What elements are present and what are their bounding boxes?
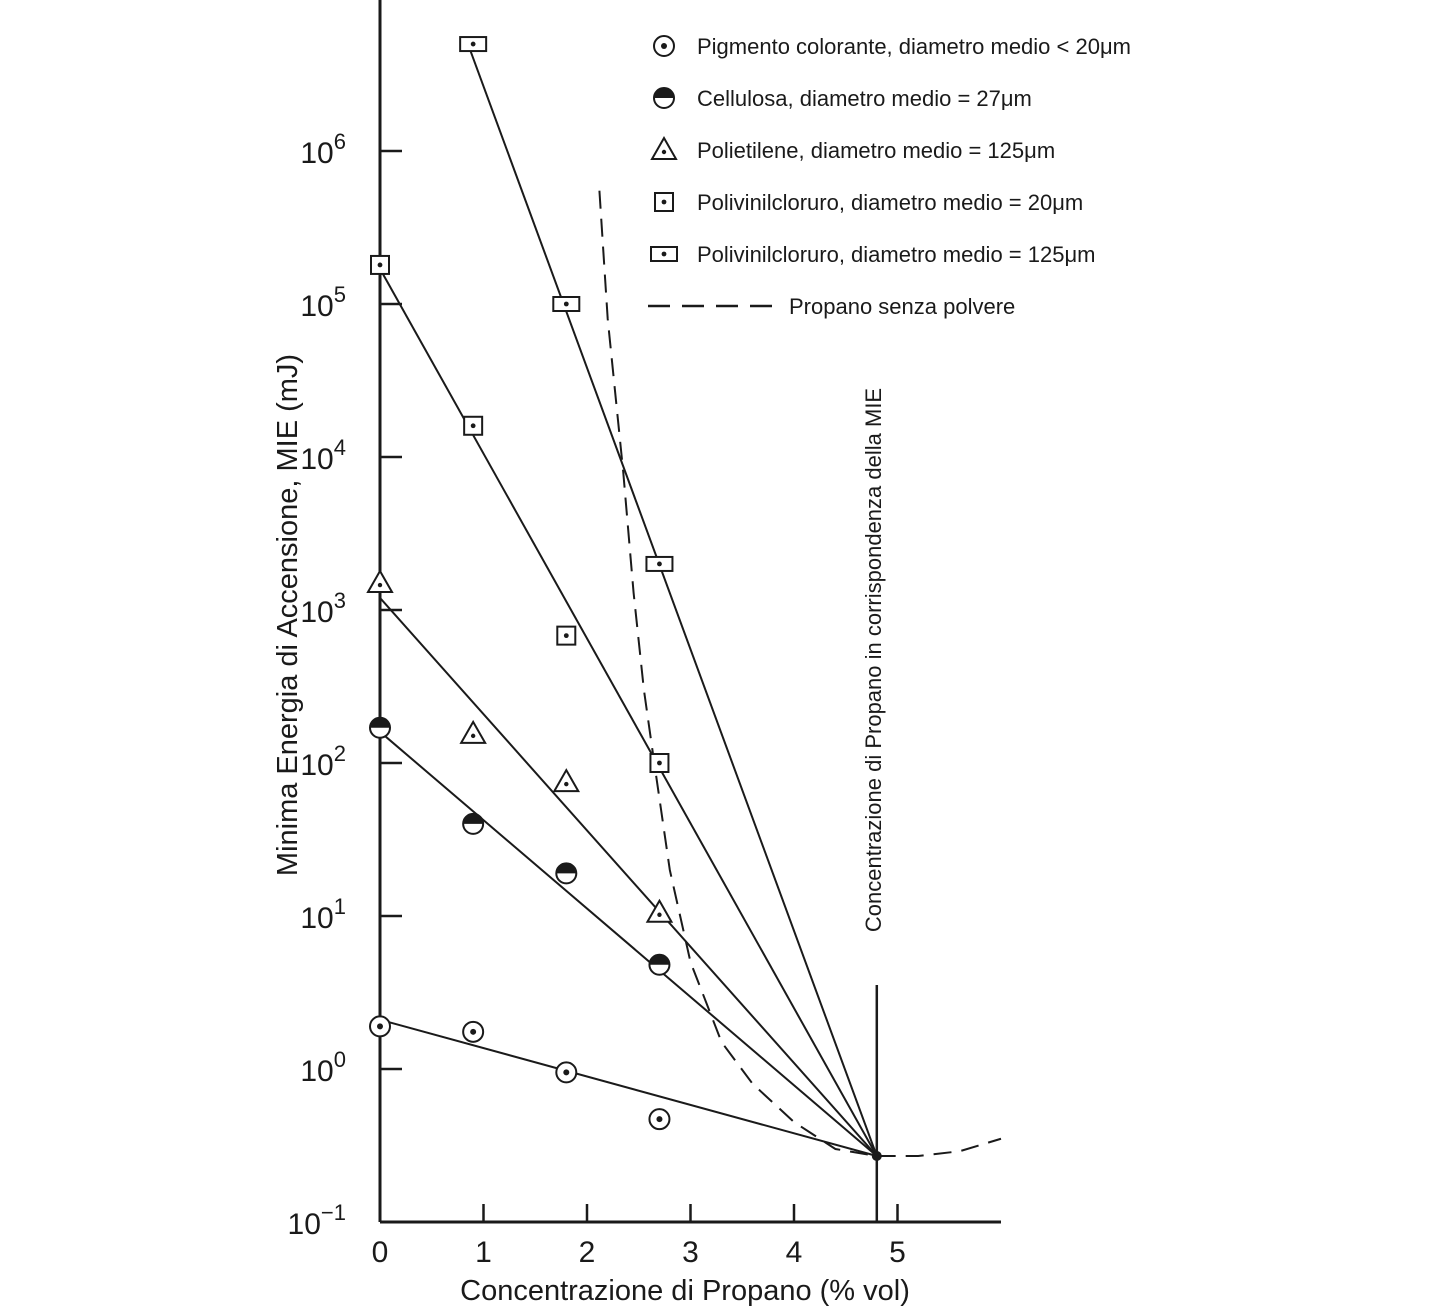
legend-label: Pigmento colorante, diametro medio < 20μm bbox=[697, 34, 1131, 59]
legend-item bbox=[648, 294, 1015, 319]
legend-swatch bbox=[655, 193, 673, 211]
marker-fill-half bbox=[654, 88, 674, 98]
data-point bbox=[461, 722, 485, 743]
marker-center-dot bbox=[378, 583, 382, 587]
y-axis-title: Minima Energia di Accensione, MIE (mJ) bbox=[272, 353, 304, 877]
data-point bbox=[463, 814, 483, 834]
legend-item bbox=[652, 138, 1055, 163]
x-tick-label: 0 bbox=[371, 1236, 389, 1269]
mie-point bbox=[872, 1151, 882, 1161]
data-point bbox=[464, 417, 482, 435]
legend-swatch bbox=[654, 88, 674, 108]
x-tick-label: 1 bbox=[475, 1236, 492, 1269]
fit-line bbox=[380, 1020, 877, 1156]
marker-center-dot bbox=[471, 42, 476, 47]
marker-outline bbox=[554, 770, 578, 791]
y-tick-label: $10^5$ bbox=[300, 282, 346, 323]
marker-fill-half bbox=[463, 814, 483, 824]
marker-fill-half bbox=[649, 955, 669, 965]
marker-center-dot bbox=[661, 43, 667, 49]
marker-outline bbox=[652, 138, 676, 159]
marker-center-dot bbox=[471, 423, 476, 428]
data-point bbox=[647, 901, 671, 922]
data-point bbox=[368, 571, 392, 592]
data-point bbox=[556, 863, 576, 883]
marker-fill-half bbox=[556, 863, 576, 873]
y-tick-label: $10^{-1}$ bbox=[287, 1200, 346, 1241]
legend-item bbox=[655, 190, 1083, 215]
legend-label: Polivinilcloruro, diametro medio = 20μm bbox=[697, 190, 1084, 215]
fit-line bbox=[380, 269, 877, 1156]
marker-outline bbox=[647, 901, 671, 922]
data-point bbox=[649, 1109, 669, 1129]
marker-center-dot bbox=[662, 252, 667, 257]
data-point bbox=[650, 754, 668, 772]
legend-label: Polietilene, diametro medio = 125μm bbox=[697, 138, 1056, 163]
data-point bbox=[556, 1062, 576, 1082]
marker-center-dot bbox=[564, 782, 568, 786]
legend-swatch bbox=[651, 247, 677, 261]
data-point bbox=[557, 627, 575, 645]
marker-outline bbox=[461, 722, 485, 743]
legend-swatch bbox=[654, 36, 674, 56]
data-point bbox=[553, 297, 579, 311]
legend-label: Cellulosa, diametro medio = 27μm bbox=[697, 86, 1032, 111]
y-tick-label: $10^1$ bbox=[300, 894, 346, 935]
data-point bbox=[554, 770, 578, 791]
marker-center-dot bbox=[657, 913, 661, 917]
x-tick-label: 2 bbox=[578, 1236, 596, 1269]
legend-item bbox=[654, 34, 1131, 59]
mie-annotation: Concentrazione di Propano in corrispondenza della MIE bbox=[861, 387, 886, 933]
marker-center-dot bbox=[662, 200, 667, 205]
marker-center-dot bbox=[377, 1023, 383, 1029]
data-point bbox=[646, 557, 672, 571]
marker-center-dot bbox=[563, 1069, 569, 1075]
legend-swatch bbox=[652, 138, 676, 159]
marker-fill-half bbox=[370, 718, 390, 728]
marker-center-dot bbox=[564, 633, 569, 638]
marker-center-dot bbox=[378, 263, 383, 268]
data-point bbox=[463, 1022, 483, 1042]
propane-curve-layer bbox=[599, 191, 1001, 1156]
fit-line bbox=[380, 732, 877, 1156]
legend-item bbox=[651, 242, 1095, 267]
data-point bbox=[460, 37, 486, 51]
y-tick-label: $10^2$ bbox=[300, 741, 346, 782]
data-point bbox=[370, 718, 390, 738]
marker-center-dot bbox=[657, 761, 662, 766]
y-tick-label: $10^6$ bbox=[300, 129, 346, 170]
y-tick-label: $10^0$ bbox=[300, 1047, 346, 1088]
marker-center-dot bbox=[662, 150, 666, 154]
marker-center-dot bbox=[656, 1116, 662, 1122]
y-tick-label: $10^3$ bbox=[300, 588, 346, 629]
marker-center-dot bbox=[471, 734, 475, 738]
legend-label: Propano senza polvere bbox=[789, 294, 1016, 319]
marker-outline bbox=[368, 571, 392, 592]
x-tick-label: 4 bbox=[785, 1236, 803, 1269]
y-tick-label: $10^4$ bbox=[300, 435, 346, 476]
marker-center-dot bbox=[657, 562, 662, 567]
legend-label: Polivinilcloruro, diametro medio = 125μm bbox=[697, 242, 1096, 267]
marker-center-dot bbox=[564, 302, 569, 307]
x-tick-label: 3 bbox=[682, 1236, 699, 1269]
legend bbox=[648, 34, 1131, 319]
fit-line bbox=[380, 598, 877, 1156]
data-point bbox=[371, 256, 389, 274]
x-axis-title: Concentrazione di Propano (% vol) bbox=[460, 1275, 910, 1307]
x-tick-label: 5 bbox=[889, 1236, 906, 1269]
data-point bbox=[649, 955, 669, 975]
data-point bbox=[370, 1016, 390, 1036]
legend-item bbox=[654, 86, 1032, 111]
marker-center-dot bbox=[470, 1029, 476, 1035]
propane-dashed-curve bbox=[599, 191, 1001, 1156]
